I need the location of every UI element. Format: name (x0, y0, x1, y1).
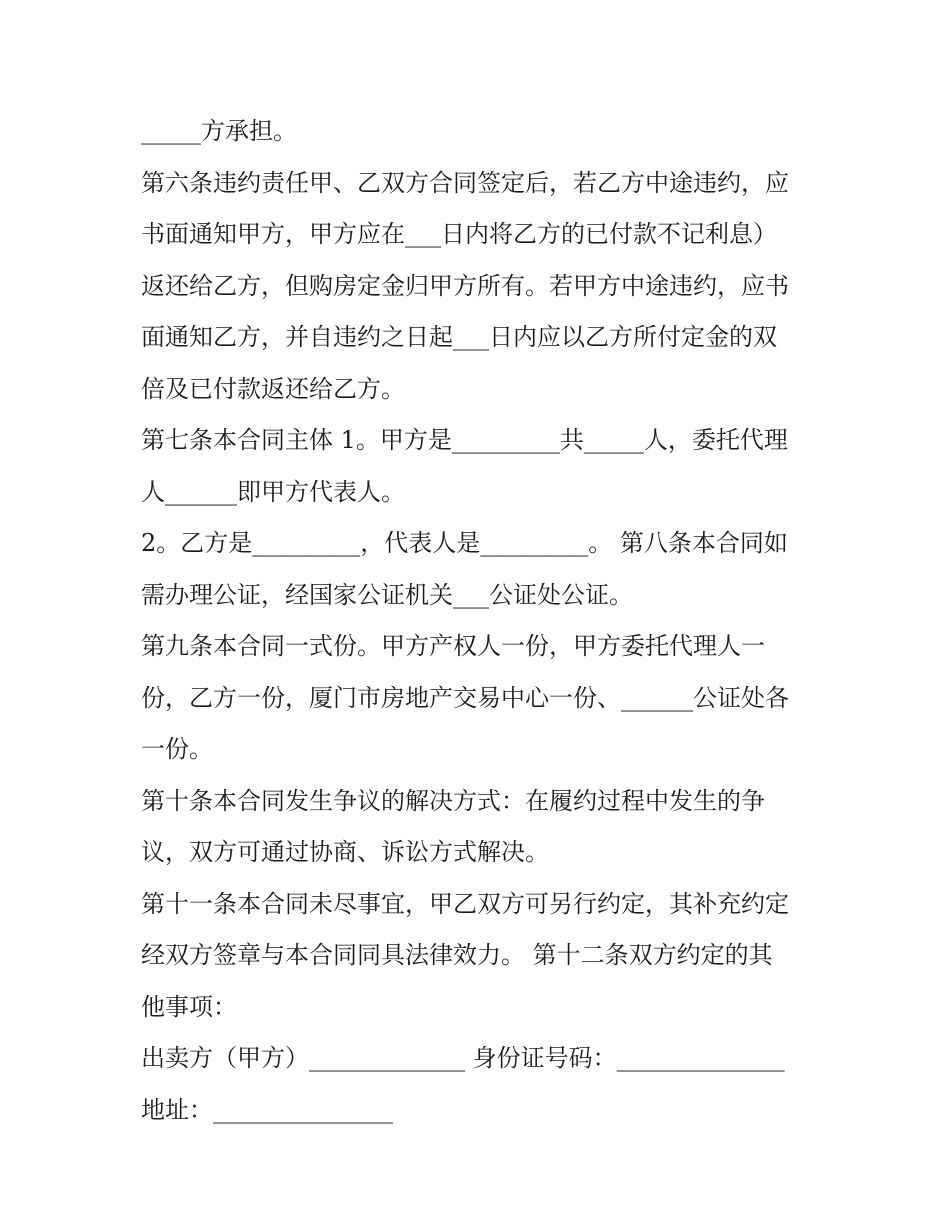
text-line: 他事项： (141, 992, 237, 1021)
text-line: 第十条本合同发生争议的解决方式：在履约过程中发生的争 (141, 786, 765, 815)
text-line: 返还给乙方，但购房定金归甲方所有。若甲方中途违约，应书 (141, 271, 789, 300)
text-line: _____方承担。 (141, 117, 297, 145)
text-line: 出卖方（甲方）_____________ 身份证号码：______________ (141, 1044, 785, 1072)
text-line: 第九条本合同一式份。甲方产权人一份，甲方委托代理人一 (141, 632, 765, 660)
text-line: 2。乙方是_________，代表人是_________。 第八条本合同如 (141, 529, 788, 557)
text-line: 议，双方可通过协商、诉讼方式解决。 (141, 838, 549, 866)
text-line: 面通知乙方，并自违约之日起___日内应以乙方所付定金的双 (141, 323, 777, 351)
text-line: 一份。 (141, 735, 213, 763)
text-line: 份，乙方一份，厦门市房地产交易中心一份、______公证处各 (141, 683, 789, 712)
text-line: 倍及已付款返还给乙方。 (141, 374, 405, 403)
text-line: 第七条本合同主体 1。甲方是_________共_____人，委托代理 (141, 426, 788, 454)
document-body (141, 106, 821, 1136)
text-line: 人______即甲方代表人。 (141, 477, 405, 506)
text-line: 经双方签章与本合同同具法律效力。 第十二条双方约定的其 (141, 941, 773, 969)
text-line: 第六条违约责任甲、乙双方合同签定后，若乙方中途违约，应 (141, 168, 789, 197)
text-line: 地址：_______________ (141, 1095, 393, 1124)
text-line: 书面通知甲方，甲方应在___日内将乙方的已付款不记利息） (141, 220, 777, 248)
text-line: 第十一条本合同未尽事宜，甲乙双方可另行约定，其补充约定 (141, 889, 789, 918)
text-line: 需办理公证，经国家公证机关___公证处公证。 (141, 580, 633, 609)
